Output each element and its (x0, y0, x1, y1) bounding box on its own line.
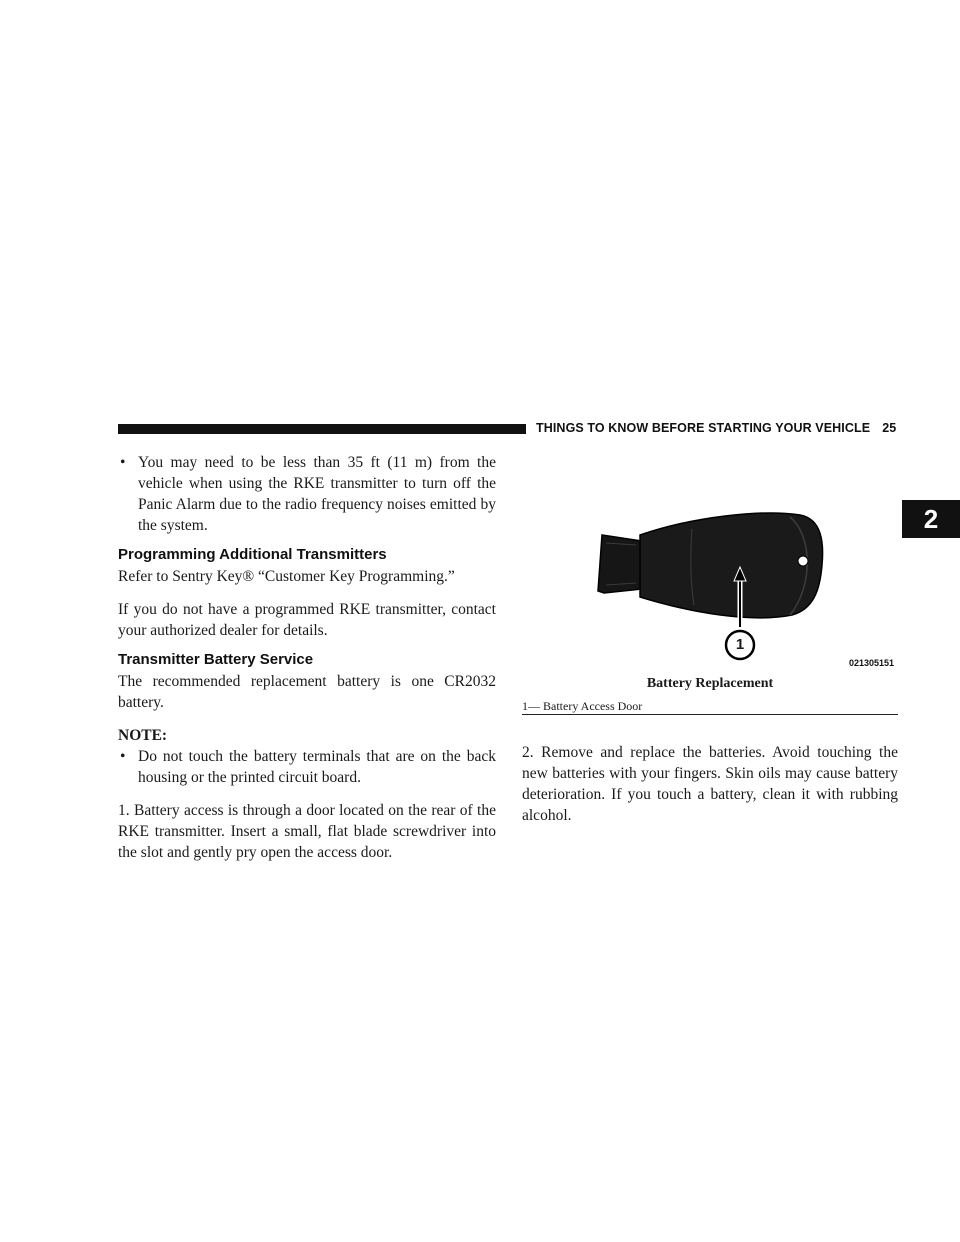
section-title: THINGS TO KNOW BEFORE STARTING YOUR VEHICLE (536, 421, 871, 435)
chapter-tab: 2 (902, 500, 960, 538)
bullet-text: You may need to be less than 35 ft (11 m) from the vehicle when using the RKE transmitter to turn off the Panic Alarm due to the radio frequency noises emitted by the system. (138, 454, 496, 534)
programming-paragraph-1: Refer to Sentry Key® “Customer Key Programming.” (118, 568, 455, 585)
header-rule-bar (118, 424, 526, 434)
battery-paragraph: The recommended replacement battery is one CR2032 battery. (118, 673, 496, 711)
key-fob-illustration (522, 505, 898, 675)
battery-figure (522, 505, 898, 717)
figure-legend: 1— Battery Access Door (522, 699, 898, 715)
note-label: NOTE: (118, 727, 168, 744)
fob-keyring-hole (798, 556, 808, 566)
step-2-paragraph: 2. Remove and replace the batteries. Avoid touching the new batteries with your fingers. Skin oils may cause battery deterioration. If you touch a battery, clean it with rubbing alcohol. (522, 744, 898, 824)
note-bullet-text: Do not touch the battery terminals that are on the back housing or the printed circuit board. (138, 748, 496, 786)
fob-body (640, 513, 823, 618)
bullet-glyph: • (120, 454, 126, 471)
programming-paragraph-2: If you do not have a programmed RKE transmitter, contact your authorized dealer for details. (118, 601, 496, 639)
left-column (118, 452, 496, 863)
running-header (536, 421, 896, 435)
bullet-glyph: • (120, 748, 126, 765)
note-bullet-item (118, 746, 496, 788)
callout-number: 1 (735, 636, 745, 653)
step-1-paragraph: 1. Battery access is through a door located on the rear of the RKE transmitter. Insert a small, flat blade screwdriver into the slot and gently pry open the access door. (118, 802, 496, 861)
image-code: 021305151 (848, 658, 894, 668)
bullet-item (118, 452, 496, 536)
page-number: 25 (882, 421, 897, 435)
heading-battery-service: Transmitter Battery Service (118, 651, 314, 668)
right-column (522, 742, 898, 826)
heading-programming: Programming Additional Transmitters (118, 546, 387, 563)
figure-caption: Battery Replacement (646, 676, 774, 691)
